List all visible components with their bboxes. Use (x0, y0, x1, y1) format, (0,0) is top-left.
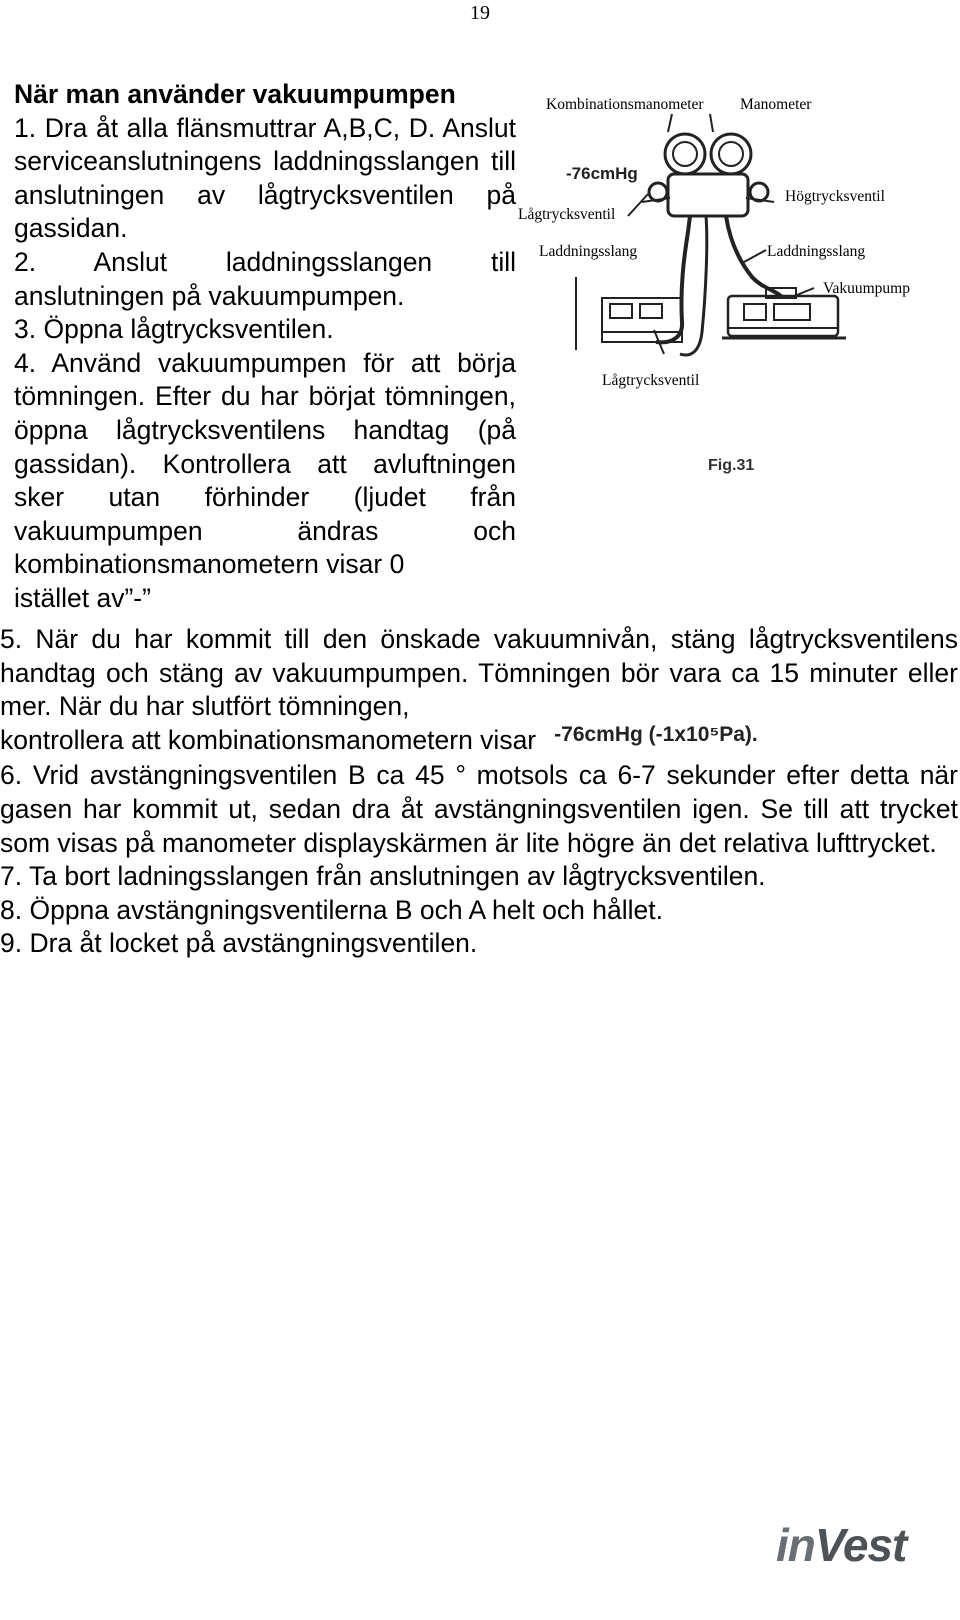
label-combination-gauge: Kombinationsmanometer (546, 96, 704, 113)
main-text (0, 623, 958, 961)
step-4-end: istället av”-” (14, 582, 151, 613)
low-gauge (665, 134, 705, 174)
step-3: 3. Öppna lågtrycksventilen. (14, 314, 334, 345)
step-5: 5. När du har kommit till den önskade vakuumnivån, stäng lågtrycksventilens handtag och stäng av vakuumpumpen. Tömningen bör vara ca 15 minuter eller mer. När du har slutfört tömningen, (0, 624, 958, 722)
step-4: 4. Använd vakuumpumpen för att börja tömningen. Efter du har börjat tömningen, öppna lågtrycksventilens handtag (på gassidan). Kontrollera att avluftningen sker utan förhinder (ljudet från vakuumpumpen ändras och kombinationsmanometern visar 0 (14, 347, 516, 580)
logo-text-b: Vest (814, 1519, 907, 1571)
label-high-valve: Högtrycksventil (785, 188, 885, 205)
step-5-end (0, 724, 958, 760)
label-charging-hose-right: Laddningsslang (767, 243, 866, 260)
step-6: 6. Vrid avstängningsventilen B ca 45 ° motsols ca 6-7 sekunder efter detta när gasen har kommit ut, sedan dra åt avstängningsventilen igen. Se till att trycket som visas på manometer displayskärmen är lite högre än det relativa lufttrycket. (0, 760, 958, 858)
step-2: 2. Anslut laddningsslangen till anslutningen på vakuumpumpen. (14, 246, 516, 311)
manifold-body (668, 174, 748, 216)
label-charging-hose-left: Laddningsslang (539, 243, 638, 260)
charging-hose-left (656, 216, 690, 342)
figure-number: Fig.31 (708, 457, 755, 474)
left-column (14, 78, 516, 616)
label-low-valve-bottom: Lågtrycksventil (602, 372, 700, 389)
label-gauge: Manometer (740, 96, 812, 113)
step-8: 8. Öppna avstängningsventilerna B och A helt och hållet. (0, 894, 663, 925)
label-low-valve-top: Lågtrycksventil (518, 206, 616, 223)
logo-text-a: in (776, 1519, 815, 1571)
step-9: 9. Dra åt locket på avstängningsventilen. (0, 928, 478, 959)
label-vacuum-pump: Vakuumpump (823, 280, 910, 297)
page-number: 19 (470, 2, 490, 24)
section-heading: När man använder vakuumpumpen (14, 79, 456, 109)
high-gauge (711, 134, 751, 174)
step-1: 1. Dra åt alla flänsmuttrar A,B,C, D. Anslut serviceanslutningens laddningsslangen till anslutningen av lågtrycksventilen på gassidan. (14, 112, 516, 244)
pointer-line (668, 114, 672, 132)
pressure-formula: -76cmHg (-1x10⁵Pa). (554, 722, 758, 746)
vacuum-pump-diagram (518, 92, 950, 502)
step-5-end-text: kontrollera att kombinationsmanometern visar (0, 724, 537, 755)
gauge-reading: -76cmHg (566, 164, 638, 183)
step-7: 7. Ta bort ladningsslangen från anslutningen av lågtrycksventilen. (0, 861, 766, 892)
pointer-line (710, 114, 713, 132)
invest-logo (776, 1518, 906, 1572)
